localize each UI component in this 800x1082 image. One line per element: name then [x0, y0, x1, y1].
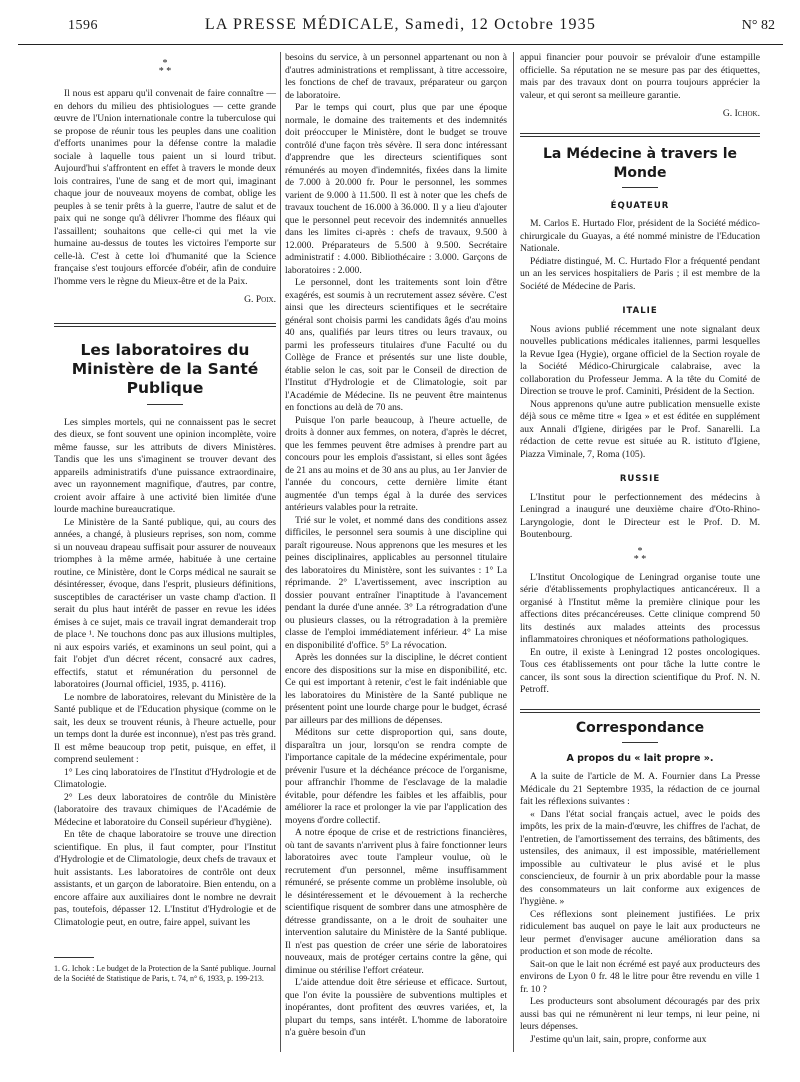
country-heading-equateur: ÉQUATEUR [610, 200, 670, 211]
footnote-rule [54, 957, 94, 958]
paragraph: En tête de chaque laboratoire se trouve une direction scientifique. En plus, il faut compter, pour l'Institut d'Hydrologie et de Climatologie, deux chefs de travaux et huit assistants. Les laboratoires de contrôle ont deux assistants, et un garçon de laboratoire. Bien entendu, on a encore affaire aux auxiliaires dont le nombre ne devrait pas, toutefois, dépasser 12. L'Institut d'Hydrologie et de Climatologie peut, en outre, faire appel, suivant les [54, 829, 276, 928]
paragraph: Le Ministère de la Santé publique, qui, au cours des années, a changé, à plusieurs reprises, son nom, comme si un nouveau drapeau suffisait pour assurer de nouveaux triomphes à la même armée, habituée à une certaine routine, ce Ministère, dont le Corps médical ne saurait se désintéresser, évoque, dans l'esprit, plusieurs définitions, susceptibles de caractériser un vaste champ d'action. Il serait du plus haut intérêt de passer en revue les idées émises à ce sujet, mais ce travail ingrat demanderait trop de place ¹. Ne touchons donc pas aux illusions multiples, ni aux espoirs variés, et examinons un seul point, qui a fait l'objet d'un décret récent, consacré aux cadres, effectifs, statut et rémunération du personnel de laboratoires (Journal officiel, 1935, p. 4116). [54, 516, 276, 690]
title-rule [54, 323, 276, 327]
footnote: 1. G. Ichok : Le budget de la Protection de la Santé publique. Journal de la Société de Statistique de Paris, t. 74, n° 6, 1933, p. 199-213. [54, 964, 276, 983]
page-number: 1596 [68, 18, 98, 33]
paragraph: Après les données sur la discipline, le décret contient encore des dispositions sur la mise en disponibilité, etc. Ce qui est important à retenir, c'est le fait indéniable que les laboratoires du Ministère de la Santé publique ne présentent point une lourde charge pour le budget, écrasé par ailleurs par des millions de dépenses. [285, 652, 507, 726]
column-2 [285, 52, 507, 1040]
section-title: La Médecine à travers le Monde [542, 145, 737, 181]
section-stars: * * * [633, 545, 647, 565]
country-heading-italie: ITALIE [622, 306, 658, 316]
signature: G. Poix. [244, 294, 276, 305]
paragraph: A la suite de l'article de M. A. Fournier dans La Presse Médicale du 21 Septembre 1935, la rédaction de ce journal fait les réflexions suivantes : [520, 771, 760, 807]
issue-number: N° 82 [741, 18, 775, 33]
column-divider-2 [513, 52, 514, 1052]
column-3 [520, 52, 760, 1046]
paragraph: Pédiatre distingué, M. C. Hurtado Flor a fréquenté pendant un an les services hospitaliers de Paris ; il est membre de la Société de Médecine de Paris. [520, 255, 760, 292]
paragraph: Puisque l'on parle beaucoup, à l'heure actuelle, de droits à donner aux femmes, on notera, d'après le décret, que les femmes peuvent être admises à prendre part au concours pour les emplois d'assistant, si elles sont âgées de 21 ans au moins et de 30 ans au plus, au 1er Janvier de l'année du concours, cette dernière limite étant augmentée d'un temps égal à la durée des services antérieurs valables pour la retraite. [285, 414, 507, 513]
paragraph: A notre époque de crise et de restrictions financières, où tant de savants n'arrivent plus à faire fonctionner leurs laboratoires avec toute l'ampleur voulue, où le recrutement d'un personnel, même insuffisamment rémunéré, se présente comme un problème insoluble, où le désintéressement et le dévouement à la recherche scientifique risquent de sombrer dans une atmosphère de détresse grandissante, on a le droit de souhaiter une intervention salutaire du Ministère de la Santé publique. Il n'est pas question de créer une série de laboratoires nouveaux, mais de protéger certains contre la gêne, qui diminue ou stérilise l'effort créateur. [285, 827, 507, 976]
section-rule [520, 133, 760, 137]
paragraph: besoins du service, à un personnel appartenant ou non à d'autres administrations et remplissant, à titre accessoire, les fonctions de chef de travaux, préparateur ou garçon de laboratoire. [285, 52, 507, 101]
title-dash [622, 187, 658, 188]
paragraph: Les producteurs sont absolument découragés par des prix aussi bas qui ne rémunèrent ni leur temps, ni leur peine, ni leurs dépenses. [520, 996, 760, 1032]
article-title: Les laboratoires du Ministère de la Santé Publique [71, 340, 259, 397]
correspondance-title: Correspondance [575, 719, 705, 736]
paragraph: J'estime qu'un lait, sain, propre, conforme aux [530, 1033, 707, 1045]
paragraph: M. Carlos E. Hurtado Flor, président de la Société médico-chirurgicale du Guayas, a été nommé ministre de l'Education Nationale. [520, 218, 760, 254]
paragraph: 1° Les cinq laboratoires de l'Institut d'Hydrologie et de Climatologie. [54, 766, 276, 790]
paragraph: appui financier pour pouvoir se prévaloir d'une estampille officielle. Sa réputation ne se mesure pas par des étiquettes, mais par des travaux dont on pourra toujours apprécier la valeur, et qui seront sa meilleure garantie. [520, 52, 760, 101]
title-dash [622, 742, 658, 743]
signature: G. Ichok. [722, 108, 760, 119]
paragraph: Les simples mortels, qui ne connaissent pas le secret des dieux, se font souvent une opinion incomplète, voire même fausse, sur les attributs de divers Ministères. Tandis que les uns s'imaginent se trouver devant des appareils administratifs d'une puissance extraordinaire, avec un rayonnement magnifique, d'autres, par contre, croient avoir affaire à une activité bien limitée d'une lourde machine bureaucratique. [54, 416, 276, 515]
intro-paragraph: Il nous est apparu qu'il convenait de faire connaître — en dehors du milieu des phtisiologues — cette grande œuvre de l'Union internationale contre la tuberculose qui se propose de réunir tous les peuples dans une coalition d'efforts unanimes pour la défense contre la maladie sociale à laquelle tous paient un si lourd tribut. Aujourd'hui s'affrontent en effet à travers le monde deux lois contraires, l'une de sang et de mort qui, imaginant chaque jour de nouveaux moyens de combat, oblige les peuples à se tenir prêts à la guerre, l'autre de salut et de paix qui ne songe qu'à délivrer l'homme des fléaux qui l'assaillent; souhaitons que celle-ci qui met la vie humaine au-dessus de toutes les victoires l'emporte sur celle-là. C'est à cette loi d'humanité que la Science française s'est toujours efforcée d'obéir, afin de conduire l'homme vers le règne du Mieux-être et de la Paix. [54, 88, 276, 287]
column-divider-1 [280, 52, 281, 1052]
column-1 [54, 52, 276, 984]
page-header [18, 18, 783, 45]
paragraph: Sait-on que le lait non écrémé est payé aux producteurs des environs de Lyon 0 fr. 48 le litre pour être revendu en ville 1 fr. 10 ? [520, 958, 760, 995]
paragraph: L'Institut Oncologique de Leningrad organise toute une série d'établissements prophylactiques anticancéreux. Il a organisé à l'Institut même la première clinique pour les affections dites précancéreuses. Cette clinique comprend 50 lits destinés aux malades atteints des processus inflammatoires chroniques et néoformations pathologiques. [520, 571, 760, 645]
paragraph: Le personnel, dont les traitements sont loin d'être exagérés, est soumis à un recrutement assez sévère. C'est ainsi que les directeurs scientifiques et le secrétaire général sont choisis parmi les candidats âgés d'au moins 40 ans, qualifiés par leurs titres ou leurs travaux, ou parmi les professeurs titulaires d'une Faculté ou du Collège de France et présentés sur une liste double, établie selon le cas, soit par le Conseil de direction de l'Institut d'Hydrologie et de Climatologie, soit par l'Académie de Médecine. Ils ne peuvent être maintenus en fonctions au delà de 70 ans. [285, 277, 507, 413]
paragraph: Ces réflexions sont pleinement justifiées. Le prix ridiculement bas auquel on paye le lait aux producteurs ne leur permet d'envisager aucune amélioration dans sa production et son mode de récolte. [520, 908, 760, 957]
paragraph: Par le temps qui court, plus que par une époque normale, le domaine des traitements et des indemnités doit préoccuper le Ministère, dont le budget se trouve contrôlé d'une façon très sévère. Il sera donc intéressant d'apprendre que les directeurs scientifiques sont rémunérés au moyen d'indemnités, fixées dans la limite de 7.000 à 20.000 fr. Pour le personnel, les sommes varient de 9.000 à 11.500. Il est à noter que les chefs de travaux touchent de 16.000 à 36.000. Il y a lieu d'ajouter que le personnel peut recevoir des indemnités annuelles dans les limites ci-après : chefs de travaux, 9.500 à 12.000. Préparateurs de 5.500 à 9.500. Secrétaire administratif : 4.000. Bibliothécaire : 3.000. Garçons de laboratoires : 2.000. [285, 102, 507, 276]
paragraph: 2° Les deux laboratoires de contrôle du Ministère (laboratoire des travaux chimiques de l'Académie de Médecine et laboratoire du Conseil supérieur d'hygiène). [54, 791, 276, 828]
paragraph: En outre, il existe à Leningrad 12 postes oncologiques. Tous ces établissements ont pour tâche la lutte contre le cancer, ils sont sous la direction scientifique du Prof. N. N. Petroff. [520, 646, 760, 695]
paragraph: Nous avions publié récemment une note signalant deux nouvelles publications médicales italiennes, parmi lesquelles la Revue Igea (Hygie), organe officiel de la Section royale de la Société Médico-Chirurgicale calabraise, avec la collaboration du Professeur Jemma. A la tête du Comité de Direction se trouve le prof. Caminiti, Président de la Section. [520, 323, 760, 397]
journal-title: LA PRESSE MÉDICALE, Samedi, 12 Octobre 1935 [204, 16, 597, 33]
title-dash [147, 404, 183, 405]
paragraph: L'aide attendue doit être sérieuse et efficace. Surtout, que l'on évite la poussière de subventions multiples et inopérantes, dont profitent des œuvres variées, et, la plupart du temps, sans intérêt. L'homme de laboratoire n'a guère besoin d'un [285, 977, 507, 1038]
paragraph: « Dans l'état social français actuel, avec le poids des impôts, les prix de la main-d'œuvre, les chiffres de l'achat, de l'entretien, de l'amortissement des terrains, des bâtiments, des ustensiles, des animaux, il est impossible, matériellement impossible au cultivateur le plus avisé et le plus consciencieux, de fournir à un prix abordable pour la masse des consommateurs un lait conforme aux exigences de l'hygiène. » [520, 808, 760, 907]
correspondance-subtitle: A propos du « lait propre ». [566, 752, 714, 764]
paragraph: Trié sur le volet, et nommé dans des conditions assez difficiles, le personnel sera soumis à une discipline qui paraît rigoureuse. Nous apprenons que les mesures et les peines disciplinaires, applicables au personnel titulaire des laboratoires du Ministère, sont les suivantes : 1° La réprimande. 2° L'avertissement, avec inscription au dossier pouvant entraîner l'inaptitude à l'avancement pendant la durée d'une année. 3° La rétrogradation d'une ou plusieurs classes, ou la rétrogradation à la première classe de l'emploi immédiatement inférieur. 4° La mise en disponibilité d'office. 5° La révocation. [285, 514, 507, 651]
paragraph: Le nombre de laboratoires, relevant du Ministère de la Santé publique et de l'Education physique (comme on le sait, les deux se trouvent réunis, à l'heure actuelle, pour un temps dont la durée est inconnue), n'est pas très grand. Il est même beaucoup trop petit, puisque, en effet, il comprend seulement : [54, 691, 276, 765]
section-rule [520, 709, 760, 713]
paragraph: Méditons sur cette disproportion qui, sans doute, disparaîtra un jour, lorsqu'on se rendra compte de l'importance capitale de la médecine expérimentale, pour prévenir l'usure et la déchéance précoce de l'organisme, pour affranchir l'homme de l'esclavage de la maladie évitable, pour défendre les faibles et les affaiblis, pour améliorer la race et prolonger la vie par l'application des moyens d'ordre collectif. [285, 727, 507, 826]
paragraph: L'Institut pour le perfectionnement des médecins à Leningrad a inauguré une deuxième chaire d'Oto-Rhino-Laryngologie, dont le Directeur est le Prof. D. M. Boutenbourg. [520, 491, 760, 540]
country-heading-russie: RUSSIE [619, 474, 661, 484]
paragraph: Nous apprenons qu'une autre publication mensuelle existe déjà sous ce même titre « Igea » et est éditée en supplément aux Annali d'Igiene, dirigées par le Prof. Sanarelli. La rédaction de cette revue est située au R. istituto d'Igiene, Piazza Viminale, 7, Roma (105). [520, 398, 760, 460]
section-stars: * * * [158, 58, 172, 77]
